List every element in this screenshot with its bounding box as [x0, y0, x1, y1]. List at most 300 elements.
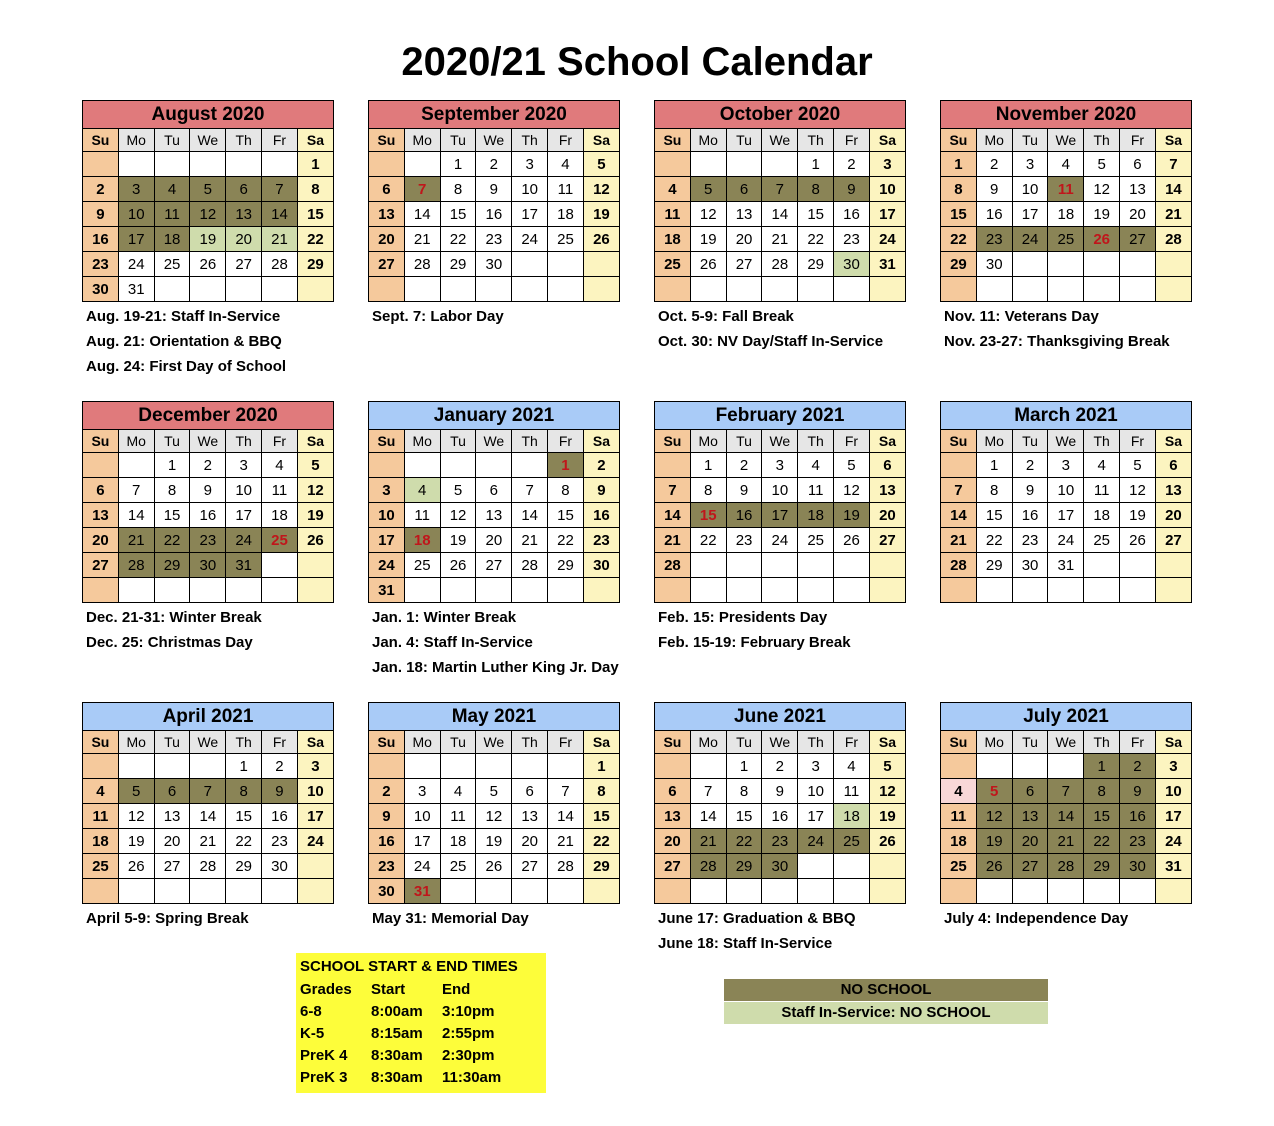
day-cell: 21 — [190, 829, 226, 854]
day-cell: 10 — [1048, 478, 1084, 503]
day-cell: 27 — [369, 252, 405, 277]
empty-cell — [476, 754, 512, 779]
week-row — [83, 252, 334, 277]
day-cell: 26 — [297, 528, 333, 553]
school-times-header-row — [300, 978, 542, 1000]
day-cell: 25 — [798, 528, 834, 553]
weekday-header: We — [476, 731, 512, 754]
day-cell: 17 — [369, 528, 405, 553]
day-cell: 17 — [798, 804, 834, 829]
empty-cell — [690, 578, 726, 603]
empty-cell — [118, 578, 154, 603]
day-cell: 14 — [1155, 177, 1191, 202]
empty-cell — [512, 252, 548, 277]
week-row — [941, 779, 1192, 804]
day-cell: 27 — [1120, 227, 1156, 252]
day-cell: 24 — [369, 553, 405, 578]
day-cell: 4 — [1048, 152, 1084, 177]
month-title: April 2021 — [83, 703, 334, 731]
day-cell: 12 — [118, 804, 154, 829]
times-grade: 6-8 — [300, 1002, 322, 1020]
month-title: September 2020 — [369, 101, 620, 129]
weekday-header: Fr — [834, 731, 870, 754]
times-grade: PreK 4 — [300, 1046, 348, 1064]
empty-cell — [1012, 277, 1048, 302]
day-cell: 9 — [762, 779, 798, 804]
day-cell: 26 — [1084, 227, 1120, 252]
day-cell: 22 — [548, 528, 584, 553]
week-row — [369, 754, 620, 779]
month-table — [654, 401, 906, 603]
week-row — [941, 804, 1192, 829]
empty-cell — [404, 277, 440, 302]
empty-cell — [1084, 252, 1120, 277]
month-notes — [654, 906, 906, 956]
week-row — [83, 879, 334, 904]
empty-cell — [404, 754, 440, 779]
day-cell: 26 — [976, 854, 1012, 879]
day-cell: 11 — [154, 202, 190, 227]
weekday-header: Mo — [976, 731, 1012, 754]
empty-cell — [118, 152, 154, 177]
weekday-header: Tu — [726, 731, 762, 754]
month-calendar — [654, 702, 906, 956]
day-cell: 28 — [941, 553, 977, 578]
day-cell: 5 — [869, 754, 905, 779]
day-cell: 4 — [941, 779, 977, 804]
day-cell: 7 — [404, 177, 440, 202]
empty-cell — [1048, 277, 1084, 302]
event-note: Nov. 11: Veterans Day — [944, 308, 1099, 325]
day-cell: 31 — [1155, 854, 1191, 879]
empty-cell — [690, 152, 726, 177]
day-cell: 16 — [262, 804, 298, 829]
weekday-header: Sa — [583, 731, 619, 754]
day-cell: 13 — [869, 478, 905, 503]
day-cell: 3 — [1155, 754, 1191, 779]
times-start: 8:30am — [371, 1046, 423, 1064]
page-title: 2020/21 School Calendar — [401, 40, 873, 84]
week-row — [655, 578, 906, 603]
empty-cell — [83, 578, 119, 603]
week-row — [369, 854, 620, 879]
empty-cell — [512, 879, 548, 904]
weekday-header: Mo — [118, 129, 154, 152]
day-cell: 11 — [548, 177, 584, 202]
event-note: Aug. 24: First Day of School — [86, 358, 287, 375]
weekday-header: We — [190, 129, 226, 152]
day-cell: 19 — [1120, 503, 1156, 528]
day-cell: 24 — [1012, 227, 1048, 252]
empty-cell — [869, 854, 905, 879]
day-cell: 10 — [118, 202, 154, 227]
day-cell: 1 — [548, 453, 584, 478]
day-cell: 29 — [976, 553, 1012, 578]
week-row — [369, 528, 620, 553]
weekday-header: Su — [655, 731, 691, 754]
day-cell: 5 — [297, 453, 333, 478]
times-start: 8:15am — [371, 1024, 423, 1042]
week-row — [941, 829, 1192, 854]
day-cell: 2 — [583, 453, 619, 478]
day-cell: 7 — [1155, 152, 1191, 177]
month-table — [368, 100, 620, 302]
empty-cell — [1120, 578, 1156, 603]
empty-cell — [834, 854, 870, 879]
empty-cell — [297, 854, 333, 879]
day-cell: 15 — [976, 503, 1012, 528]
weekday-header: Su — [941, 430, 977, 453]
day-cell: 10 — [798, 779, 834, 804]
empty-cell — [190, 152, 226, 177]
day-cell: 30 — [1012, 553, 1048, 578]
week-row — [83, 578, 334, 603]
month-title: June 2021 — [655, 703, 906, 731]
day-cell: 21 — [762, 227, 798, 252]
weekday-header: Tu — [154, 129, 190, 152]
day-cell: 27 — [512, 854, 548, 879]
day-cell: 30 — [190, 553, 226, 578]
week-row — [655, 754, 906, 779]
week-row — [655, 202, 906, 227]
empty-cell — [798, 578, 834, 603]
weekday-header: Th — [798, 731, 834, 754]
day-cell: 20 — [154, 829, 190, 854]
week-row — [83, 528, 334, 553]
empty-cell — [1120, 879, 1156, 904]
day-cell: 9 — [190, 478, 226, 503]
weekday-header: Th — [798, 430, 834, 453]
day-cell: 25 — [83, 854, 119, 879]
day-cell: 11 — [1048, 177, 1084, 202]
event-note: Dec. 25: Christmas Day — [86, 634, 253, 651]
day-cell: 15 — [1084, 804, 1120, 829]
empty-cell — [941, 277, 977, 302]
week-row — [655, 528, 906, 553]
day-cell: 16 — [1012, 503, 1048, 528]
day-cell: 9 — [726, 478, 762, 503]
day-cell: 11 — [440, 804, 476, 829]
times-grade: PreK 3 — [300, 1068, 348, 1086]
day-cell: 12 — [834, 478, 870, 503]
month-notes — [82, 304, 334, 379]
empty-cell — [1048, 252, 1084, 277]
event-note: Dec. 21-31: Winter Break — [86, 609, 262, 626]
day-cell: 7 — [548, 779, 584, 804]
week-row — [941, 177, 1192, 202]
day-cell: 23 — [583, 528, 619, 553]
event-note: Oct. 30: NV Day/Staff In-Service — [658, 333, 884, 350]
day-cell: 3 — [297, 754, 333, 779]
day-cell: 6 — [154, 779, 190, 804]
month-calendar — [82, 702, 334, 931]
day-cell: 11 — [262, 478, 298, 503]
day-cell: 18 — [798, 503, 834, 528]
day-cell: 9 — [83, 202, 119, 227]
day-cell: 21 — [512, 528, 548, 553]
empty-cell — [726, 553, 762, 578]
day-cell: 25 — [834, 829, 870, 854]
day-cell: 17 — [1048, 503, 1084, 528]
empty-cell — [262, 879, 298, 904]
week-row — [369, 478, 620, 503]
school-times-title: SCHOOL START & END TIMES — [300, 958, 518, 975]
day-cell: 26 — [190, 252, 226, 277]
weekday-header: Su — [369, 430, 405, 453]
weekday-header: Fr — [548, 731, 584, 754]
event-note: Sept. 7: Labor Day — [372, 308, 504, 325]
weekday-header: Th — [798, 129, 834, 152]
day-cell: 12 — [690, 202, 726, 227]
empty-cell — [869, 578, 905, 603]
day-cell: 21 — [1048, 829, 1084, 854]
month-calendar — [940, 401, 1192, 605]
empty-cell — [1120, 553, 1156, 578]
day-cell: 7 — [262, 177, 298, 202]
day-cell: 7 — [690, 779, 726, 804]
day-cell: 17 — [1012, 202, 1048, 227]
week-row — [369, 453, 620, 478]
weekday-header: Fr — [262, 430, 298, 453]
day-cell: 5 — [118, 779, 154, 804]
day-cell: 23 — [726, 528, 762, 553]
week-row — [369, 202, 620, 227]
day-cell: 16 — [976, 202, 1012, 227]
month-notes — [82, 906, 334, 931]
week-row — [941, 879, 1192, 904]
week-row — [941, 227, 1192, 252]
event-note: Aug. 19-21: Staff In-Service — [86, 308, 281, 325]
day-cell: 22 — [297, 227, 333, 252]
day-cell: 30 — [262, 854, 298, 879]
day-cell: 19 — [297, 503, 333, 528]
empty-cell — [941, 879, 977, 904]
times-grade: K-5 — [300, 1024, 325, 1042]
weekday-header: We — [1048, 129, 1084, 152]
event-note: Nov. 23-27: Thanksgiving Break — [944, 333, 1170, 350]
weekday-header: Su — [941, 731, 977, 754]
week-row — [83, 152, 334, 177]
week-row — [83, 804, 334, 829]
day-cell: 14 — [512, 503, 548, 528]
day-cell: 10 — [1155, 779, 1191, 804]
empty-cell — [262, 553, 298, 578]
day-cell: 11 — [834, 779, 870, 804]
weekday-header: Tu — [440, 731, 476, 754]
day-cell: 9 — [1012, 478, 1048, 503]
day-cell: 27 — [1155, 528, 1191, 553]
day-cell: 29 — [798, 252, 834, 277]
day-cell: 12 — [297, 478, 333, 503]
times-header-grades: Grades — [300, 980, 352, 998]
day-cell: 20 — [869, 503, 905, 528]
weekday-header: Tu — [1012, 731, 1048, 754]
day-cell: 19 — [583, 202, 619, 227]
empty-cell — [369, 277, 405, 302]
day-cell: 26 — [690, 252, 726, 277]
day-cell: 13 — [655, 804, 691, 829]
day-cell: 22 — [941, 227, 977, 252]
weekday-header: Sa — [297, 731, 333, 754]
day-cell: 29 — [583, 854, 619, 879]
weekday-header: Fr — [262, 731, 298, 754]
day-cell: 13 — [226, 202, 262, 227]
day-cell: 24 — [762, 528, 798, 553]
day-cell: 5 — [1084, 152, 1120, 177]
day-cell: 6 — [226, 177, 262, 202]
weekday-header: Th — [226, 129, 262, 152]
day-cell: 30 — [1120, 854, 1156, 879]
weekday-header: Su — [83, 731, 119, 754]
day-cell: 24 — [1155, 829, 1191, 854]
day-cell: 25 — [655, 252, 691, 277]
month-notes — [940, 906, 1192, 931]
day-cell: 17 — [226, 503, 262, 528]
weekday-header: We — [190, 731, 226, 754]
day-cell: 25 — [404, 553, 440, 578]
week-row — [83, 754, 334, 779]
week-row — [83, 478, 334, 503]
day-cell: 1 — [440, 152, 476, 177]
week-row — [83, 453, 334, 478]
day-cell: 8 — [726, 779, 762, 804]
day-cell: 14 — [190, 804, 226, 829]
day-cell: 22 — [976, 528, 1012, 553]
day-cell: 1 — [297, 152, 333, 177]
empty-cell — [655, 277, 691, 302]
empty-cell — [1084, 553, 1120, 578]
empty-cell — [226, 578, 262, 603]
day-cell: 31 — [404, 879, 440, 904]
empty-cell — [1012, 252, 1048, 277]
empty-cell — [1120, 252, 1156, 277]
empty-cell — [369, 754, 405, 779]
empty-cell — [690, 553, 726, 578]
times-header-start: Start — [371, 980, 406, 998]
day-cell: 28 — [118, 553, 154, 578]
day-cell: 10 — [404, 804, 440, 829]
weekday-header: Fr — [548, 430, 584, 453]
day-cell: 6 — [869, 453, 905, 478]
day-cell: 15 — [548, 503, 584, 528]
weekday-header: Sa — [869, 129, 905, 152]
empty-cell — [118, 453, 154, 478]
day-cell: 28 — [655, 553, 691, 578]
times-end: 11:30am — [442, 1068, 502, 1086]
day-cell: 19 — [118, 829, 154, 854]
day-cell: 21 — [262, 227, 298, 252]
day-cell: 16 — [726, 503, 762, 528]
day-cell: 20 — [83, 528, 119, 553]
empty-cell — [583, 578, 619, 603]
day-cell: 4 — [548, 152, 584, 177]
weekday-header: We — [762, 731, 798, 754]
times-end: 2:55pm — [442, 1024, 495, 1042]
day-cell: 8 — [440, 177, 476, 202]
week-row — [369, 578, 620, 603]
weekday-header: Sa — [869, 430, 905, 453]
weekday-header: Fr — [548, 129, 584, 152]
day-cell: 23 — [369, 854, 405, 879]
event-note: Feb. 15: Presidents Day — [658, 609, 828, 626]
day-cell: 13 — [476, 503, 512, 528]
empty-cell — [404, 453, 440, 478]
day-cell: 31 — [869, 252, 905, 277]
empty-cell — [297, 553, 333, 578]
weekday-header: Fr — [262, 129, 298, 152]
day-cell: 23 — [83, 252, 119, 277]
empty-cell — [440, 277, 476, 302]
day-cell: 14 — [941, 503, 977, 528]
empty-cell — [1155, 553, 1191, 578]
day-cell: 1 — [154, 453, 190, 478]
empty-cell — [583, 252, 619, 277]
empty-cell — [190, 578, 226, 603]
weekday-header: Tu — [440, 430, 476, 453]
day-cell: 26 — [869, 829, 905, 854]
day-cell: 5 — [440, 478, 476, 503]
empty-cell — [798, 879, 834, 904]
weekday-header: Fr — [1120, 430, 1156, 453]
day-cell: 16 — [1120, 804, 1156, 829]
day-cell: 6 — [1155, 453, 1191, 478]
day-cell: 29 — [226, 854, 262, 879]
day-cell: 25 — [1048, 227, 1084, 252]
day-cell: 24 — [512, 227, 548, 252]
day-cell: 1 — [798, 152, 834, 177]
week-row — [655, 277, 906, 302]
month-notes — [654, 304, 906, 354]
day-cell: 3 — [762, 453, 798, 478]
event-note: June 18: Staff In-Service — [658, 935, 833, 952]
empty-cell — [726, 879, 762, 904]
week-row — [83, 177, 334, 202]
day-cell: 28 — [1048, 854, 1084, 879]
week-row — [655, 553, 906, 578]
empty-cell — [226, 879, 262, 904]
empty-cell — [1048, 754, 1084, 779]
day-cell: 22 — [583, 829, 619, 854]
day-cell: 8 — [583, 779, 619, 804]
week-row — [655, 804, 906, 829]
day-cell: 11 — [798, 478, 834, 503]
day-cell: 20 — [1120, 202, 1156, 227]
day-cell: 16 — [583, 503, 619, 528]
empty-cell — [262, 152, 298, 177]
day-cell: 16 — [369, 829, 405, 854]
week-row — [369, 829, 620, 854]
day-cell: 24 — [869, 227, 905, 252]
weekday-header: Mo — [118, 430, 154, 453]
day-cell: 22 — [154, 528, 190, 553]
day-cell: 25 — [440, 854, 476, 879]
weekday-header: Mo — [404, 731, 440, 754]
weekday-header: We — [762, 129, 798, 152]
empty-cell — [941, 578, 977, 603]
day-cell: 23 — [762, 829, 798, 854]
empty-cell — [762, 152, 798, 177]
day-cell: 8 — [976, 478, 1012, 503]
day-cell: 10 — [226, 478, 262, 503]
day-cell: 26 — [834, 528, 870, 553]
empty-cell — [190, 277, 226, 302]
day-cell: 18 — [440, 829, 476, 854]
day-cell: 9 — [834, 177, 870, 202]
day-cell: 31 — [118, 277, 154, 302]
day-cell: 13 — [154, 804, 190, 829]
day-cell: 20 — [512, 829, 548, 854]
day-cell: 20 — [655, 829, 691, 854]
